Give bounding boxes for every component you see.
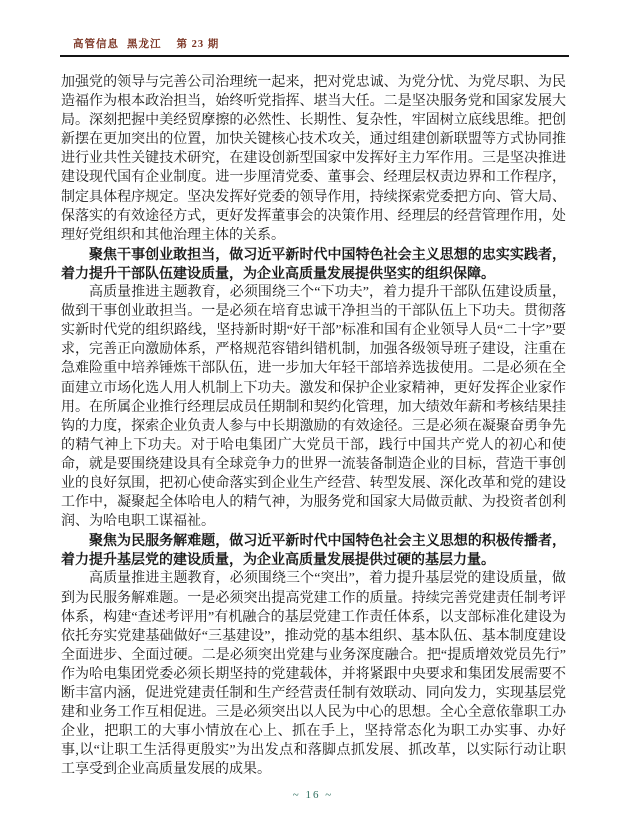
paragraph-continued: 加强党的领导与完善公司治理统一起来，把对党忠诚、为党分忧、为党尽职、为民造福作为根本政治担当，始终听党指挥、堪当大任。二是坚决服务党和国家发展大局。深刻把握中美经贸摩擦的必然性、长期性、复杂性，牢固树立底线思维。把创新摆在更加突出的位置，加快关键核心技术攻关，通过组建创新联盟等方式协同推进行业共性关键技术研究，在建设创新型国家中发挥好主力军作用。三是坚决推进建设现代国有企业制度。进一步厘清党委、董事会、经理层权责边界和工作程序，制定具体程序规定。坚决发挥好党委的领导作用，持续探索党委把方向、管大局、保落实的有效途径方式，更好发挥董事会的决策作用、经理层的经营管理作用，处理好党组织和其他治理主体的关系。 [61,75,566,243]
journal-header-text [60,36,569,51]
paragraph: 高质量推进主题教育，必须围绕三个“下功夫”，着力提升干部队伍建设质量，做到干事创业敢担当。一是必须在培育忠诚干净担当的干部队伍上下功夫。贯彻落实新时代党的组织路线，坚持新时期“好干部”标准和国有企业领导人员“二十字”要求，完善正向激励体系，严格规范容错纠错机制，加强各级领导班子建设，注重在急难险重中培养锤炼干部队伍，进一步加大年轻干部培养选拔使用。二是必须在全面建立市场化选人用人机制上下功夫。激发和保护企业家精神，更好发挥企业家作用。在所属企业推行经理层成员任期制和契约化管理，加大绩效年薪和考核结果挂钩的力度，探索企业负责人参与中长期激励的有效途径。三是必须在凝聚奋勇争先的精气神上下功夫。对于哈电集团广大党员干部，践行中国共产党人的初心和使命，就是要围绕建设具有全球竞争力的世界一流装备制造企业的目标，营造干事创业的良好氛围，把初心使命落实到企业生产经营、转型发展、深化改革和党的建设工作中，凝聚起全体哈电人的精气神，为服务党和国家大局做贡献、为投资者创利润、为哈电职工谋福祉。 [61,285,566,530]
page-number: ~ 16 ~ [292,789,334,801]
header-divider-rule [60,55,569,57]
page-footer [0,785,626,803]
page-header [60,36,569,57]
journal-issue: 第 23 期 [176,39,220,50]
paragraph: 高质量推进主题教育，必须围绕三个“突出”，着力提升基层党的建设质量，做到为民服务解难题。一是必须突出提高党建工作的质量。持续完善党建责任制考评体系，构建“查述考评用”有机融合的基层党建工作责任体系，以支部标准化建设为依托夯实党建基础做好“三基建设”，推动党的基本组织、基本队伍、基本制度建设全面进步、全面过硬。二是必须突出党建与业务深度融合。把“提质增效党员先行”作为哈电集团党委必须长期坚持的党建载体，并将紧跟中央要求和集团发展需要不断丰富内涵，促进党建责任制和生产经营责任制有效联动、同向发力，实现基层党建和业务工作互相促进。三是必须突出以人民为中心的思想。全心全意依靠职工办企业，把职工的大事小情放在心上、抓在手上，坚持常态化为职工办实事、办好事,以“让职工生活得更殷实”为出发点和落脚点抓发展、抓改革，以实际行动让职工享受到企业高质量发展的成果。 [61,571,566,778]
journal-region: 黑龙江 [127,39,162,50]
journal-title: 高管信息 [73,39,119,50]
document-body [61,73,566,779]
paragraph-bold-lead: 聚焦为民服务解难题，做习近平新时代中国特色社会主义思想的积极传播者，着力提升基层党的建设质量，为企业高质量发展提供过硬的基层力量。 [61,532,566,568]
paragraph-bold-lead: 聚焦干事创业敢担当，做习近平新时代中国特色社会主义思想的忠实实践者，着力提升干部队伍建设质量，为企业高质量发展提供坚实的组织保障。 [61,245,566,281]
